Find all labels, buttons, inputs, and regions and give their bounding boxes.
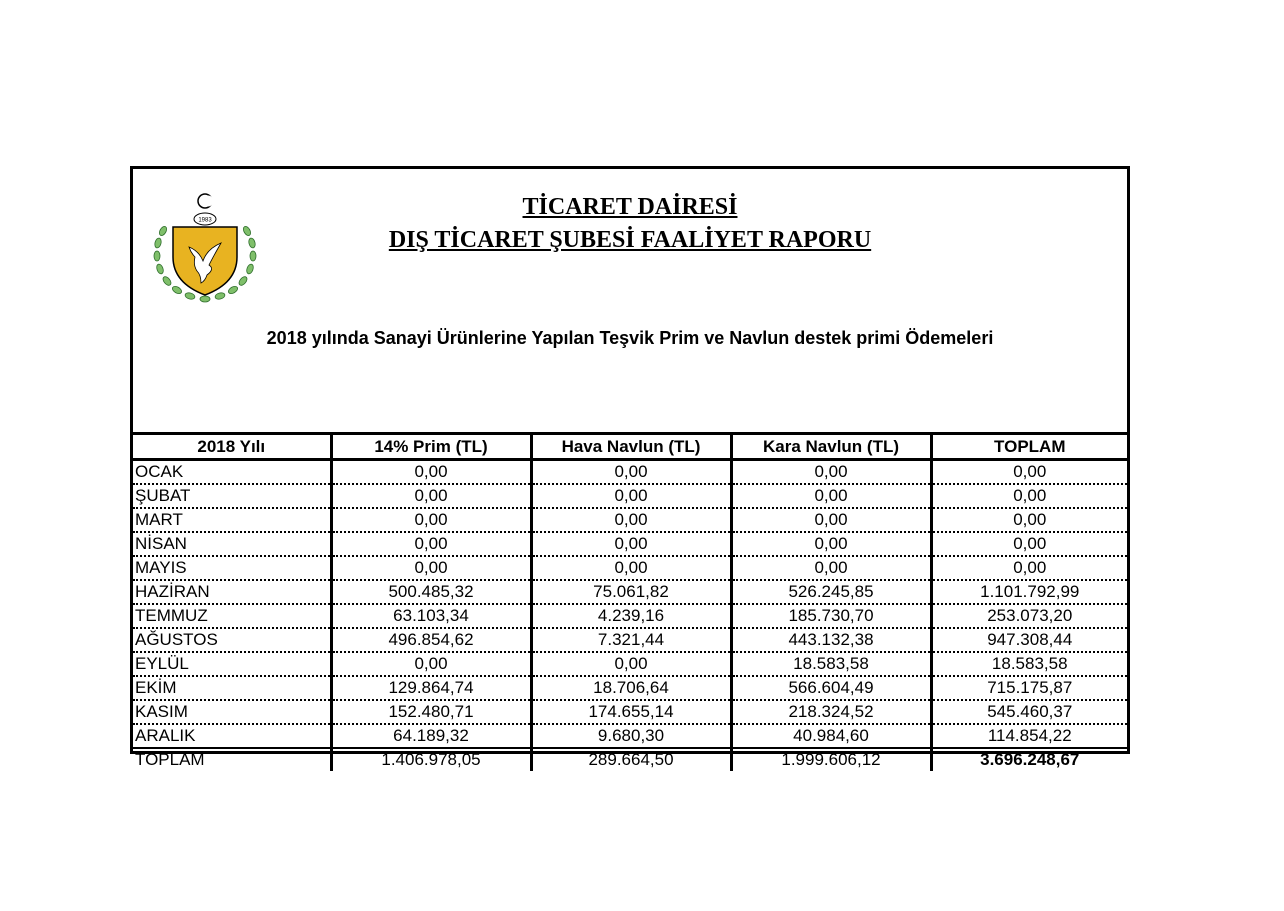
hava-navlun-cell: 0,00 (531, 508, 731, 532)
payments-table (133, 432, 1127, 771)
kara-navlun-cell: 566.604,49 (731, 676, 931, 700)
table-row (133, 676, 1127, 700)
table-row (133, 700, 1127, 724)
prim-cell: 152.480,71 (331, 700, 531, 724)
hava-navlun-cell: 0,00 (531, 532, 731, 556)
toplam-cell: 0,00 (931, 532, 1127, 556)
prim-cell: 0,00 (331, 460, 531, 485)
column-header-toplam: TOPLAM (931, 434, 1127, 460)
prim-cell: 0,00 (331, 508, 531, 532)
month-cell: OCAK (133, 460, 331, 485)
table-row (133, 580, 1127, 604)
toplam-cell: 253.073,20 (931, 604, 1127, 628)
month-cell: EYLÜL (133, 652, 331, 676)
kara-navlun-cell: 0,00 (731, 460, 931, 485)
hava-navlun-cell: 0,00 (531, 484, 731, 508)
hava-navlun-cell: 75.061,82 (531, 580, 731, 604)
kara-navlun-cell: 40.984,60 (731, 724, 931, 748)
hava-navlun-cell: 0,00 (531, 460, 731, 485)
total-row (133, 748, 1127, 771)
prim-cell: 496.854,62 (331, 628, 531, 652)
month-cell: KASIM (133, 700, 331, 724)
kara-navlun-cell: 443.132,38 (731, 628, 931, 652)
month-cell: MART (133, 508, 331, 532)
column-header-prim: 14% Prim (TL) (331, 434, 531, 460)
svg-text:1983: 1983 (198, 217, 212, 224)
hava-navlun-cell: 0,00 (531, 556, 731, 580)
toplam-cell: 114.854,22 (931, 724, 1127, 748)
column-header-kara-navlun: Kara Navlun (TL) (731, 434, 931, 460)
kara-navlun-cell: 0,00 (731, 484, 931, 508)
toplam-cell: 18.583,58 (931, 652, 1127, 676)
table-row (133, 460, 1127, 485)
table-row (133, 484, 1127, 508)
table-row (133, 604, 1127, 628)
month-cell: MAYIS (133, 556, 331, 580)
toplam-cell: 0,00 (931, 556, 1127, 580)
total-kara-navlun-cell: 1.999.606,12 (731, 748, 931, 771)
prim-cell: 64.189,32 (331, 724, 531, 748)
table-header-row (133, 434, 1127, 460)
prim-cell: 0,00 (331, 484, 531, 508)
grand-total-cell: 3.696.248,67 (931, 748, 1127, 771)
prim-cell: 0,00 (331, 556, 531, 580)
kara-navlun-cell: 185.730,70 (731, 604, 931, 628)
total-prim-cell: 1.406.978,05 (331, 748, 531, 771)
kara-navlun-cell: 0,00 (731, 532, 931, 556)
report-title-line1: TİCARET DAİRESİ (522, 194, 738, 220)
prim-cell: 129.864,74 (331, 676, 531, 700)
toplam-cell: 947.308,44 (931, 628, 1127, 652)
kara-navlun-cell: 18.583,58 (731, 652, 931, 676)
month-cell: NİSAN (133, 532, 331, 556)
report-subtitle: 2018 yılında Sanayi Ürünlerine Yapılan Teşvik Prim ve Navlun destek primi Ödemeleri (266, 328, 994, 348)
toplam-cell: 0,00 (931, 508, 1127, 532)
kara-navlun-cell: 0,00 (731, 556, 931, 580)
hava-navlun-cell: 4.239,16 (531, 604, 731, 628)
hava-navlun-cell: 174.655,14 (531, 700, 731, 724)
month-cell: AĞUSTOS (133, 628, 331, 652)
month-cell: TEMMUZ (133, 604, 331, 628)
column-header-year: 2018 Yılı (133, 434, 331, 460)
table-row (133, 532, 1127, 556)
prim-cell: 63.103,34 (331, 604, 531, 628)
month-cell: ARALIK (133, 724, 331, 748)
total-label-cell: TOPLAM (133, 748, 331, 771)
table-row (133, 556, 1127, 580)
table-row (133, 724, 1127, 748)
prim-cell: 500.485,32 (331, 580, 531, 604)
toplam-cell: 0,00 (931, 484, 1127, 508)
total-hava-navlun-cell: 289.664,50 (531, 748, 731, 771)
table-row (133, 508, 1127, 532)
toplam-cell: 715.175,87 (931, 676, 1127, 700)
hava-navlun-cell: 7.321,44 (531, 628, 731, 652)
kara-navlun-cell: 526.245,85 (731, 580, 931, 604)
report-frame (130, 166, 1130, 769)
report-header (133, 169, 1127, 432)
report-title-line2: DIŞ TİCARET ŞUBESİ FAALİYET RAPORU (388, 227, 872, 253)
month-cell: HAZİRAN (133, 580, 331, 604)
prim-cell: 0,00 (331, 532, 531, 556)
toplam-cell: 545.460,37 (931, 700, 1127, 724)
month-cell: ŞUBAT (133, 484, 331, 508)
kara-navlun-cell: 218.324,52 (731, 700, 931, 724)
table-row (133, 628, 1127, 652)
month-cell: EKİM (133, 676, 331, 700)
column-header-hava-navlun: Hava Navlun (TL) (531, 434, 731, 460)
prim-cell: 0,00 (331, 652, 531, 676)
toplam-cell: 0,00 (931, 460, 1127, 485)
toplam-cell: 1.101.792,99 (931, 580, 1127, 604)
kara-navlun-cell: 0,00 (731, 508, 931, 532)
hava-navlun-cell: 18.706,64 (531, 676, 731, 700)
hava-navlun-cell: 9.680,30 (531, 724, 731, 748)
hava-navlun-cell: 0,00 (531, 652, 731, 676)
table-row (133, 652, 1127, 676)
